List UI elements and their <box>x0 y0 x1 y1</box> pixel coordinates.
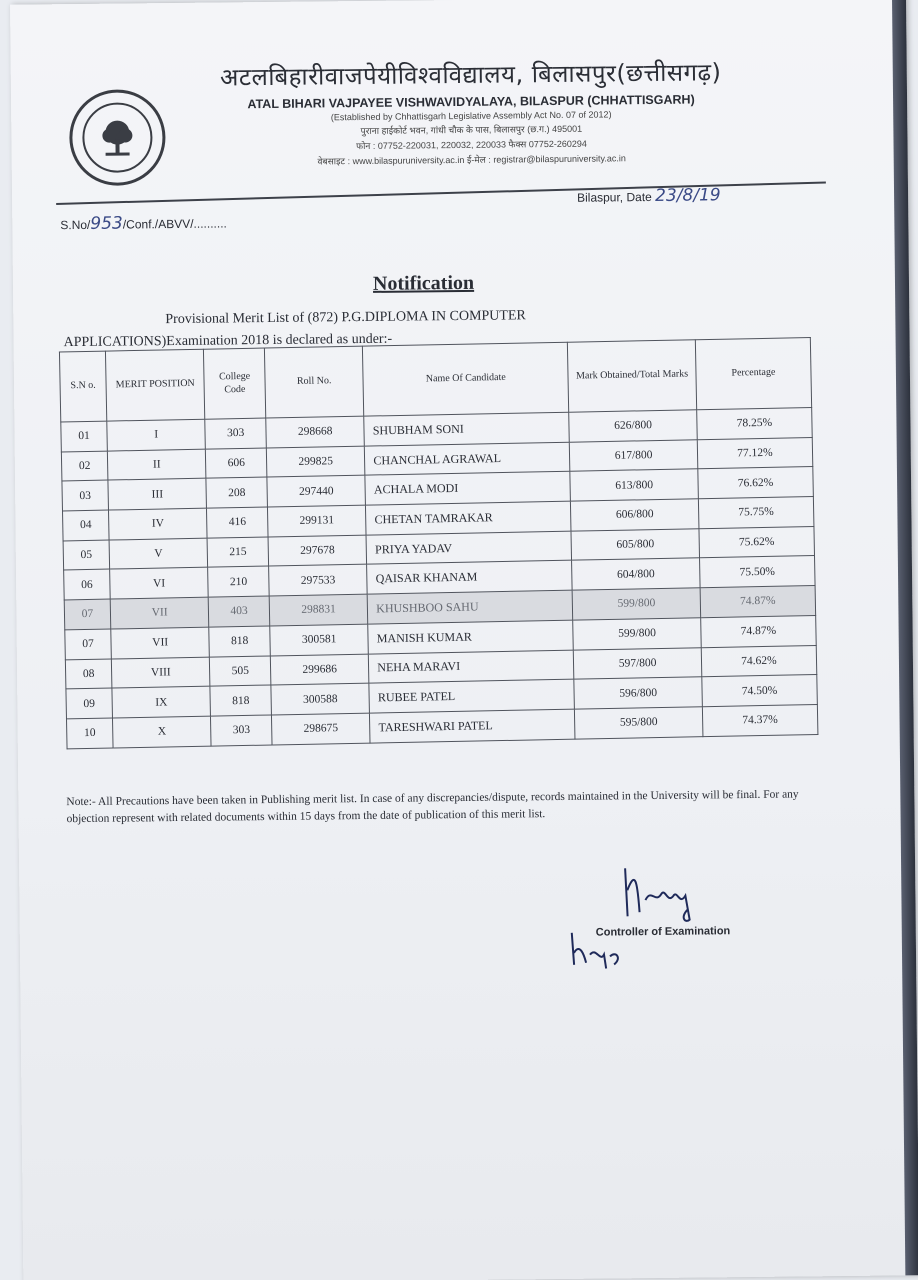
header-sn: S.N o. <box>59 351 106 422</box>
web-line: वेबसाइट : www.bilaspuruniversity.ac.in ई-मेल : registrar@bilaspuruniversity.ac.in <box>317 153 626 167</box>
cell-code: 606 <box>206 448 267 479</box>
university-name-english: ATAL BIHARI VAJPAYEE VISHWAVIDYALAYA, BILASPUR (CHHATTISGARH) <box>247 92 695 112</box>
cell-code: 818 <box>210 685 271 716</box>
subtitle-line-1: Provisional Merit List of (872) P.G.DIPLOMA IN COMPUTER <box>165 308 526 328</box>
cell-sn: 04 <box>63 510 110 541</box>
cell-name: SHUBHAM SONI <box>364 412 570 446</box>
cell-marks: 599/800 <box>573 618 701 650</box>
cell-sn: 08 <box>65 659 112 690</box>
cell-marks: 617/800 <box>570 439 698 471</box>
cell-sn: 03 <box>62 480 109 511</box>
tree-emblem-icon <box>95 115 139 159</box>
university-seal <box>69 89 166 186</box>
merit-list-table <box>59 337 818 749</box>
notification-title: Notification <box>372 271 475 295</box>
cell-position: VIII <box>111 657 210 689</box>
cell-percentage: 76.62% <box>698 467 814 499</box>
cell-position: I <box>107 419 206 451</box>
sno-suffix: /Conf./ABVV/.......... <box>122 216 227 232</box>
cell-roll: 297533 <box>269 565 368 597</box>
page-edge-shadow <box>892 0 918 1275</box>
cell-position: IV <box>109 508 208 540</box>
cell-marks: 613/800 <box>570 469 698 501</box>
cell-roll: 299825 <box>266 446 365 478</box>
cell-percentage: 75.50% <box>699 556 815 588</box>
cell-marks: 599/800 <box>572 588 700 620</box>
cell-roll: 300588 <box>271 683 370 715</box>
cell-name: KHUSHBOO SAHU <box>367 590 573 624</box>
cell-name: ACHALA MODI <box>365 472 571 506</box>
cell-name: MANISH KUMAR <box>368 620 574 654</box>
cell-sn: 02 <box>61 451 108 482</box>
date-value: 23/8/19 <box>655 185 721 206</box>
header-candidate-name: Name Of Candidate <box>363 342 569 416</box>
header-percentage: Percentage <box>695 338 811 410</box>
table-body <box>61 408 818 749</box>
cell-name: PRIYA YADAV <box>366 531 572 565</box>
cell-percentage: 74.87% <box>700 586 816 618</box>
controller-signature <box>615 859 716 924</box>
cell-marks: 606/800 <box>571 499 699 531</box>
header-college-code: College Code <box>204 348 266 419</box>
cell-name: CHETAN TAMRAKAR <box>366 501 572 535</box>
cell-sn: 09 <box>66 688 113 719</box>
cell-position: II <box>107 449 206 481</box>
header-roll-no: Roll No. <box>264 346 364 418</box>
cell-roll: 298831 <box>269 594 368 626</box>
cell-name: QAISAR KHANAM <box>367 561 573 595</box>
cell-position: IX <box>112 686 211 718</box>
cell-code: 303 <box>211 715 272 746</box>
established-line: (Established by Chhattisgarh Legislative Assembly Act No. 07 of 2012) <box>330 109 612 123</box>
university-name-hindi: अटलबिहारीवाजपेयीविश्वविद्यालय, बिलासपुर(छत्तीसगढ़) <box>219 58 722 92</box>
cell-marks: 626/800 <box>569 410 697 442</box>
cell-marks: 604/800 <box>572 558 700 590</box>
cell-sn: 10 <box>66 718 113 749</box>
cell-percentage: 78.25% <box>697 408 813 440</box>
cell-roll: 299686 <box>270 654 369 686</box>
signatory-title: Controller of Examination <box>595 925 731 939</box>
cell-percentage: 74.62% <box>701 645 817 677</box>
sno-value: 953 <box>90 213 123 234</box>
document-page <box>10 0 918 1280</box>
cell-position: III <box>108 479 207 511</box>
cell-code: 215 <box>207 537 268 568</box>
initials-mark <box>566 928 626 971</box>
cell-position: VII <box>110 597 209 629</box>
disclaimer-note: Note:- All Precautions have been taken in Publishing merit list. In case of any discrepancies/dispute, records maintained in the University will be final. For any objection represent with related documents within 15 days from the date of publication of this merit list. <box>66 788 799 826</box>
date-label: Bilaspur, Date <box>577 189 652 205</box>
cell-marks: 595/800 <box>575 707 703 739</box>
reference-number <box>60 212 227 234</box>
cell-code: 208 <box>206 477 267 508</box>
cell-sn: 01 <box>61 421 108 452</box>
cell-name: RUBEE PATEL <box>369 679 575 713</box>
cell-sn: 06 <box>64 569 111 600</box>
header-marks: Mark Obtained/Total Marks <box>568 340 697 412</box>
seal-emblem <box>82 102 153 173</box>
phone-line: फोन : 07752-220031, 220032, 220033 फैक्स 07752-260294 <box>356 138 587 152</box>
cell-code: 403 <box>209 596 270 627</box>
cell-code: 818 <box>209 626 270 657</box>
cell-sn: 05 <box>63 540 110 571</box>
cell-marks: 597/800 <box>574 647 702 679</box>
cell-name: NEHA MARAVI <box>369 650 575 684</box>
sno-label: S.No/ <box>60 217 91 233</box>
cell-code: 416 <box>207 507 268 538</box>
cell-code: 303 <box>205 418 266 449</box>
cell-percentage: 75.75% <box>698 497 814 529</box>
cell-roll: 299131 <box>267 505 366 537</box>
cell-roll: 297440 <box>267 476 366 508</box>
cell-code: 505 <box>210 655 271 686</box>
cell-marks: 596/800 <box>574 677 702 709</box>
cell-name: TARESHWARI PATEL <box>370 709 576 743</box>
cell-percentage: 74.50% <box>702 675 818 707</box>
header-merit-position: MERIT POSITION <box>105 349 205 421</box>
cell-percentage: 77.12% <box>697 437 813 469</box>
cell-roll: 298675 <box>271 713 370 745</box>
cell-roll: 300581 <box>270 624 369 656</box>
cell-marks: 605/800 <box>571 528 699 560</box>
cell-position: VII <box>111 627 210 659</box>
cell-name: CHANCHAL AGRAWAL <box>365 442 571 476</box>
cell-sn: 07 <box>65 629 112 660</box>
cell-roll: 298668 <box>266 416 365 448</box>
cell-position: X <box>112 716 211 748</box>
cell-code: 210 <box>208 566 269 597</box>
cell-percentage: 74.87% <box>701 615 817 647</box>
cell-percentage: 74.37% <box>702 704 818 736</box>
issue-date <box>577 185 721 207</box>
cell-position: V <box>109 538 208 570</box>
letterhead <box>191 55 752 169</box>
subtitle-line-2: APPLICATIONS)Examination 2018 is declared as under:- <box>63 331 393 350</box>
cell-sn: 07 <box>64 599 111 630</box>
cell-position: VI <box>110 568 209 600</box>
address-line: पुराना हाईकोर्ट भवन, गांधी चौक के पास, बिलासपुर (छ.ग.) 495001 <box>360 123 583 137</box>
cell-roll: 297678 <box>268 535 367 567</box>
cell-percentage: 75.62% <box>699 526 815 558</box>
